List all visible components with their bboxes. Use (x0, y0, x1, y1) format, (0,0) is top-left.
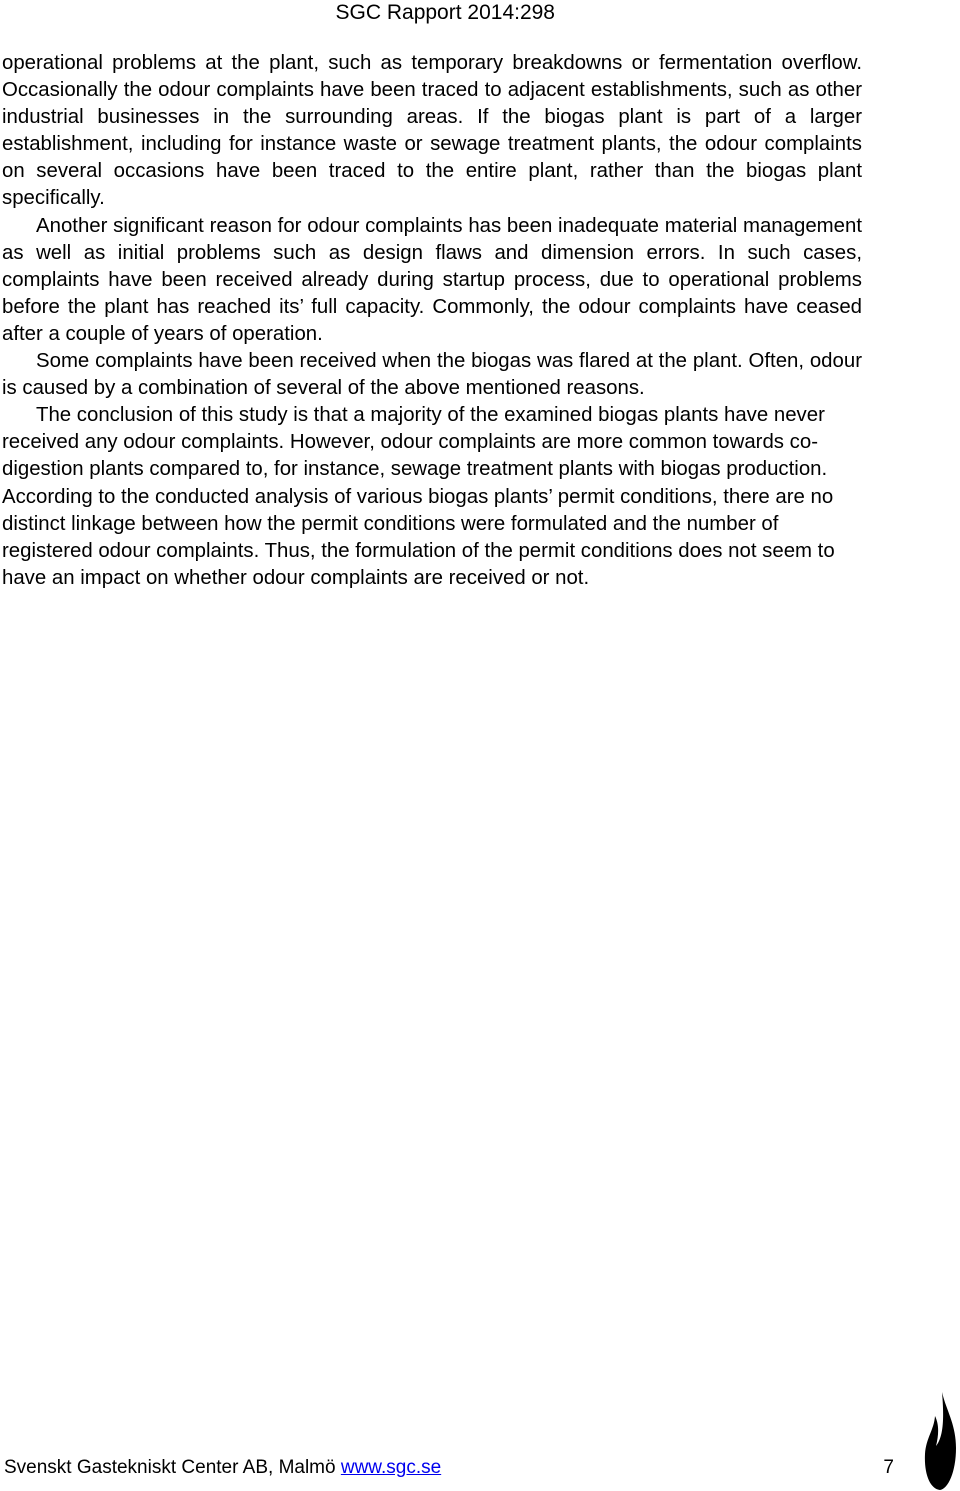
company-name: Svenskt Gastekniskt Center AB, Malmö (4, 1457, 336, 1478)
footer-company (4, 1456, 441, 1480)
page-footer (4, 1456, 894, 1482)
paragraph-4: The conclusion of this study is that a majority of the examined biogas plants have never received any odour complaints. However, odour complaints are more common towards co-digestion plants compared to, for instance, sewage treatment plants with biogas production. According to the conducted analysis of various biogas plants’ permit conditions, there are no distinct linkage between how the permit conditions were formulated and the number of registered odour complaints. Thus, the formulation of the permit conditions does not seem to have an impact on whether odour complaints are received or not. (2, 404, 835, 589)
flame-logo-icon (922, 1390, 958, 1491)
page-header (0, 0, 960, 30)
report-title: SGC Rapport 2014:298 (335, 1, 555, 24)
website-link[interactable]: www.sgc.se (340, 1457, 442, 1478)
paragraph-3: Some complaints have been received when the biogas was flared at the plant. Often, odour is caused by a combination of several of the above mentioned reasons. (2, 350, 862, 400)
page-number: 7 (883, 1457, 894, 1478)
paragraph-2: Another significant reason for odour complaints has been inadequate material management as well as initial problems such as design flaws and dimension errors. In such cases, complaints have been received already during startup process, due to operational problems before the plant has reached its’ full capacity. Commonly, the odour complaints have ceased after a couple of years of operation. (2, 214, 862, 345)
body-text (2, 50, 862, 592)
paragraph-1: operational problems at the plant, such as temporary breakdowns or fermentation overflow. Occasionally the odour complaints have been traced to adjacent establishments, such as other industrial businesses in the surrounding areas. If the biogas plant is part of a larger establishment, including for instance waste or sewage treatment plants, the odour complaints on several occasions have been traced to the entire plant, rather than the biogas plant specifically. (2, 52, 862, 210)
